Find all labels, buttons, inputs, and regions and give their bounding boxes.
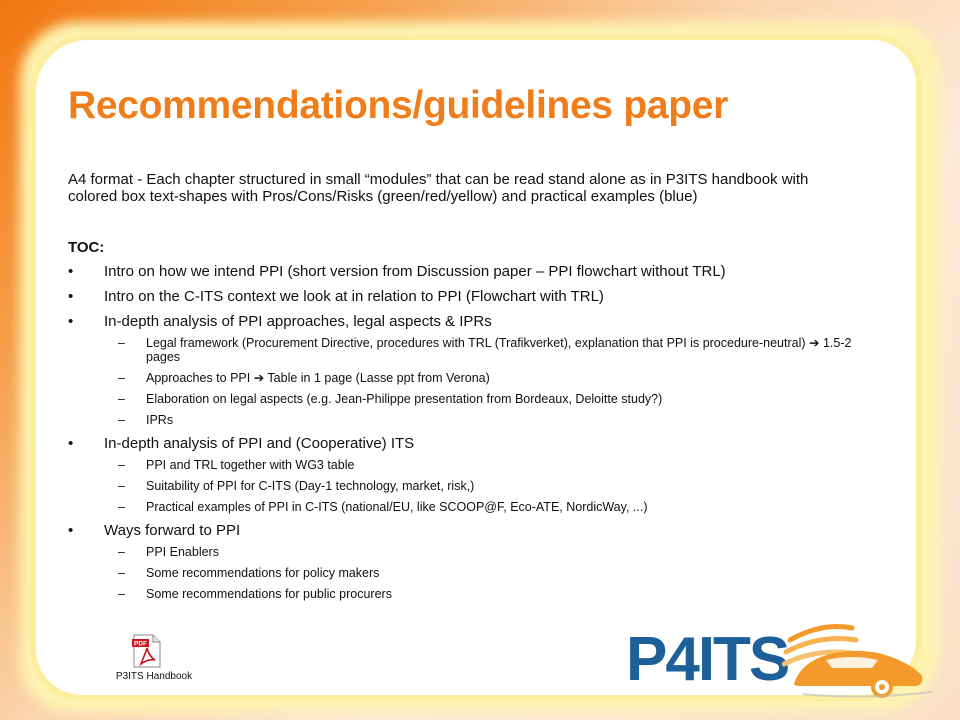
toc-subitem	[104, 458, 888, 472]
dash-marker: –	[118, 587, 125, 601]
pdf-attachment-label: P3ITS Handbook	[115, 671, 193, 682]
dash-marker: –	[118, 336, 125, 350]
dash-marker: –	[118, 371, 125, 385]
toc-subitem	[104, 479, 888, 493]
toc-item-text: Ways forward to PPI	[104, 522, 241, 539]
dash-marker: –	[118, 458, 125, 472]
toc-item-text: Intro on how we intend PPI (short version from Discussion paper – PPI flowchart without TRL)	[104, 263, 726, 280]
toc-subitem-list	[104, 458, 888, 514]
toc-subitem-text: Practical examples of PPI in C-ITS (national/EU, like SCOOP@F, Eco-ATE, NordicWay, ...)	[146, 500, 648, 514]
toc-subitem-text: Approaches to PPI ➔ Table in 1 page (Lasse ppt from Verona)	[146, 371, 490, 385]
pdf-attachment[interactable]	[108, 634, 198, 684]
toc-subitem-text: PPI and TRL together with WG3 table	[146, 458, 355, 472]
toc-item-text: In-depth analysis of PPI approaches, legal aspects & IPRs	[104, 313, 492, 330]
toc-list	[68, 263, 888, 609]
toc-subitem-text: Some recommendations for policy makers	[146, 566, 380, 580]
toc-subitem	[104, 336, 888, 364]
toc-item	[68, 435, 888, 514]
pdf-file-icon	[132, 634, 162, 668]
toc-subitem-text: Elaboration on legal aspects (e.g. Jean-Philippe presentation from Bordeaux, Deloitte study?)	[146, 392, 663, 406]
toc-subitem-text: Some recommendations for public procurers	[146, 587, 392, 601]
toc-item	[68, 313, 888, 427]
car-logo-icon	[782, 614, 942, 704]
dash-marker: –	[118, 545, 125, 559]
toc-subitem	[104, 545, 888, 559]
pdf-badge-text: PDF	[134, 640, 147, 648]
bullet-marker: •	[68, 263, 74, 280]
toc-subitem	[104, 392, 888, 406]
toc-subitem	[104, 413, 888, 427]
toc-item	[68, 288, 888, 305]
bullet-marker: •	[68, 288, 74, 305]
toc-subitem	[104, 371, 888, 385]
slide-title: Recommendations/guidelines paper	[68, 84, 729, 127]
dash-marker: –	[118, 566, 125, 580]
dash-marker: –	[118, 392, 125, 406]
toc-subitem	[104, 587, 888, 601]
bullet-marker: •	[68, 522, 74, 539]
toc-subitem-list	[104, 336, 888, 427]
toc-item	[68, 263, 888, 280]
p4its-logo	[622, 614, 942, 704]
logo-text: P4ITS	[626, 625, 789, 694]
toc-subitem-list	[104, 545, 888, 601]
toc-subitem-text: Suitability of PPI for C-ITS (Day-1 technology, market, risk,)	[146, 479, 475, 493]
toc-item-text: In-depth analysis of PPI and (Cooperative) ITS	[104, 435, 415, 452]
toc-subitem-text: PPI Enablers	[146, 545, 219, 559]
dash-marker: –	[118, 500, 125, 514]
dash-marker: –	[118, 413, 125, 427]
toc-subitem-text: Legal framework (Procurement Directive, procedures with TRL (Trafikverket), explanation that PPI is procedure-neutral) ➔ 1.5-2 pages	[146, 336, 852, 364]
toc-subitem-text: IPRs	[146, 413, 174, 427]
toc-item-text: Intro on the C-ITS context we look at in relation to PPI (Flowchart with TRL)	[104, 288, 604, 305]
toc-subitem	[104, 566, 888, 580]
toc-item	[68, 522, 888, 601]
toc-subitem	[104, 500, 888, 514]
bullet-marker: •	[68, 313, 74, 330]
bullet-marker: •	[68, 435, 74, 452]
intro-paragraph: A4 format - Each chapter structured in small “modules” that can be read stand alone as in P3ITS handbook with colored box text-shapes with Pros/Cons/Risks (green/red/yellow) and practical examples (blue)	[68, 171, 809, 205]
dash-marker: –	[118, 479, 125, 493]
toc-label: TOC:	[68, 239, 105, 256]
